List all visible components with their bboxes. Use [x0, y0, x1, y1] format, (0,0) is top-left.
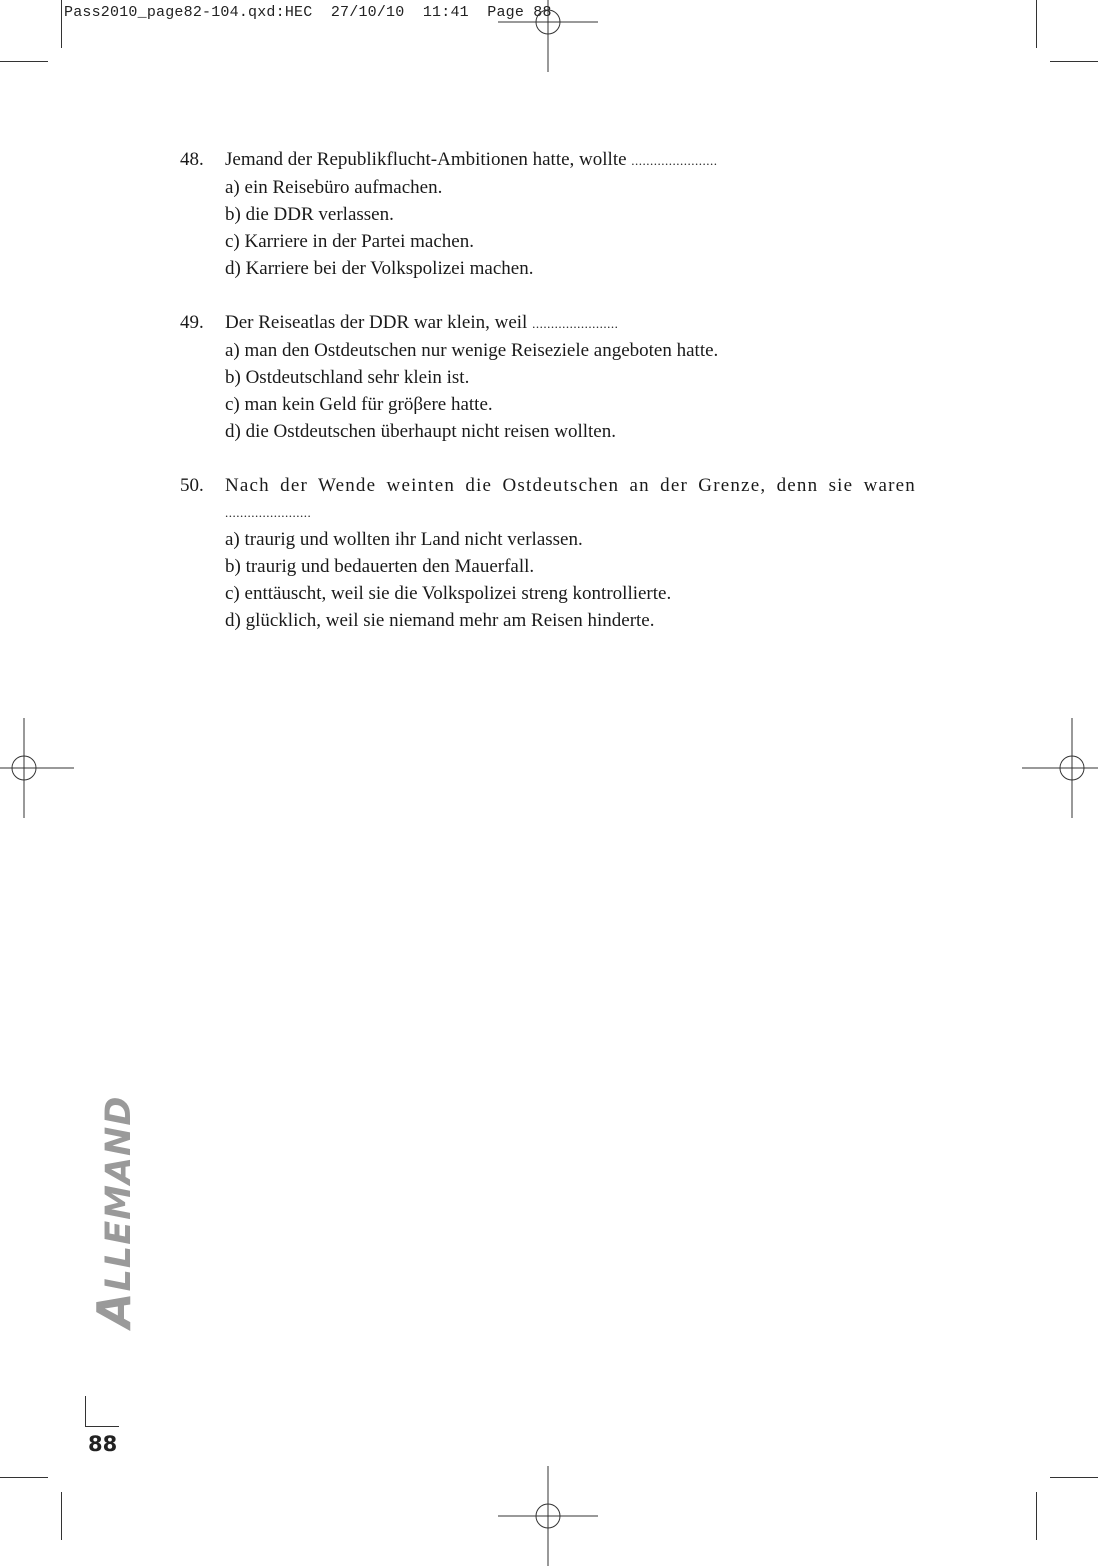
question-48	[180, 146, 916, 282]
option-c: c) man kein Geld für gröβere hatte.	[225, 394, 493, 415]
option-d: d) die Ostdeutschen überhaupt nicht reisen wollten.	[225, 421, 616, 442]
section-label	[87, 1096, 141, 1328]
answer-blank: .......................	[532, 316, 619, 331]
option-c: c) Karriere in der Partei machen.	[225, 231, 474, 252]
crop-mark	[0, 61, 48, 62]
answer-blank: .......................	[225, 505, 312, 520]
section-label-initial: A	[87, 1291, 141, 1328]
option-b: b) die DDR verlassen.	[225, 204, 394, 225]
question-list	[180, 146, 916, 661]
question-number: 48.	[180, 149, 204, 170]
option-c: c) enttäuscht, weil sie die Volkspolizei streng kontrollierte.	[225, 583, 672, 604]
option-b: b) Ostdeutschland sehr klein ist.	[225, 367, 470, 388]
question-text: Jemand der Republikflucht-Ambitionen hatte, wollte	[225, 149, 627, 170]
question-50	[180, 472, 916, 634]
crop-mark	[1050, 61, 1098, 62]
option-a: a) man den Ostdeutschen nur wenige Reiseziele angeboten hatte.	[225, 340, 719, 361]
answer-blank: .......................	[631, 153, 718, 168]
option-b: b) traurig und bedauerten den Mauerfall.	[225, 556, 535, 577]
registration-mark-top	[498, 0, 598, 72]
page-corner-mark	[85, 1426, 119, 1427]
crop-mark	[61, 1492, 62, 1540]
page-corner-mark	[85, 1396, 86, 1426]
crop-mark	[1036, 0, 1037, 48]
crop-mark	[0, 1477, 48, 1478]
registration-mark-left	[0, 718, 74, 818]
option-d: d) Karriere bei der Volkspolizei machen.	[225, 258, 534, 279]
registration-mark-right	[1022, 718, 1098, 818]
page-number: 88	[88, 1432, 118, 1456]
option-a: a) ein Reisebüro aufmachen.	[225, 177, 443, 198]
option-d: d) glücklich, weil sie niemand mehr am Reisen hinderte.	[225, 610, 655, 631]
question-number: 50.	[180, 475, 204, 496]
question-text: Der Reiseatlas der DDR war klein, weil	[225, 312, 528, 333]
question-number: 49.	[180, 312, 204, 333]
slug-line: Pass2010_page82-104.qxd:HEC 27/10/10 11:41 Page 88	[64, 4, 552, 21]
question-49	[180, 309, 916, 445]
section-label-rest: LLEMAND	[99, 1095, 139, 1292]
option-a: a) traurig und wollten ihr Land nicht verlassen.	[225, 529, 583, 550]
crop-mark	[1050, 1477, 1098, 1478]
crop-mark	[1036, 1492, 1037, 1540]
question-text: Nach der Wende weinten die Ostdeutschen an der Grenze, denn sie waren	[225, 475, 916, 496]
crop-mark	[61, 0, 62, 48]
registration-mark-bottom	[498, 1466, 598, 1566]
